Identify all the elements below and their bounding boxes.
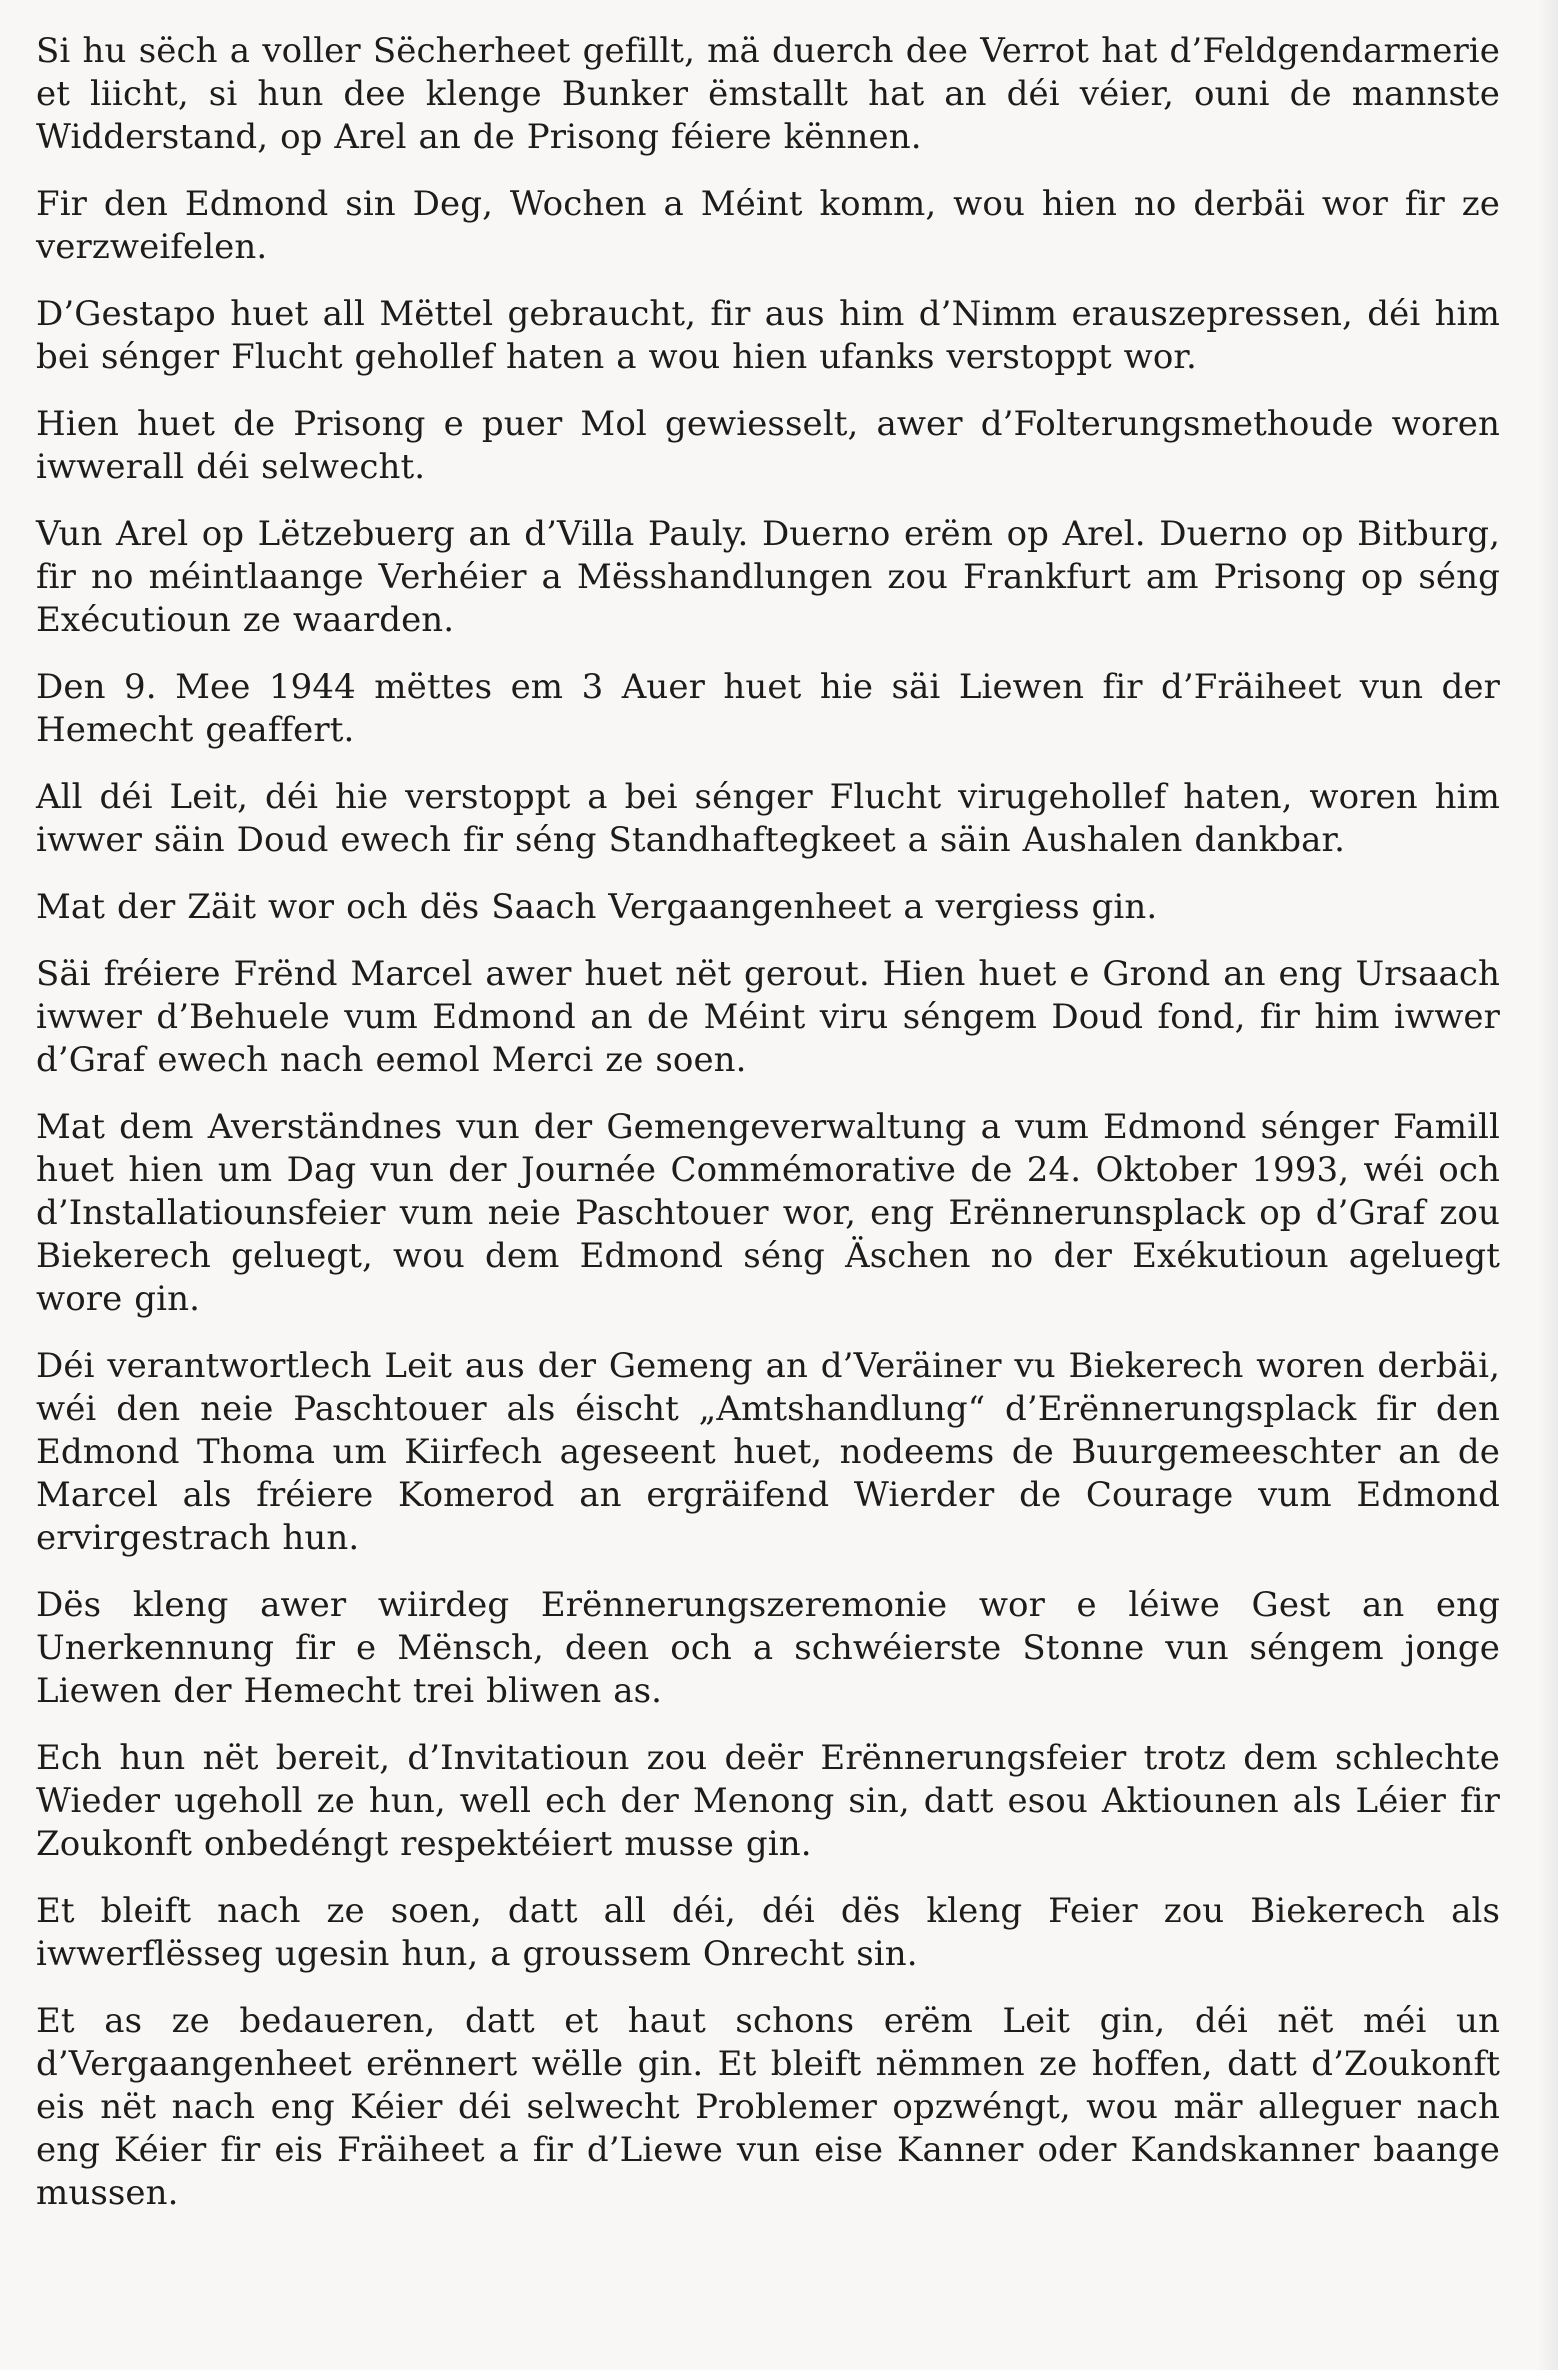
- paragraph-6: Den 9. Mee 1944 mëttes em 3 Auer huet hie säi Liewen fir d’Fräiheet vun der Hemecht geaffert.: [36, 667, 1500, 750]
- paragraph-4: Hien huet de Prisong e puer Mol gewiesselt, awer d’Folterungsmethoude woren iwwerall déi selwecht.: [36, 404, 1500, 487]
- page-edge-shadow: [1538, 0, 1558, 2370]
- paragraph-7: All déi Leit, déi hie verstoppt a bei sénger Flucht virugehollef haten, woren him iwwer säin Doud ewech fir séng Standhaftegkeet a säin Aushalen dankbar.: [36, 777, 1500, 860]
- paragraph-15: Et as ze bedaueren, datt et haut schons erëm Leit gin, déi nët méi un d’Vergaangenheet erënnert wëlle gin. Et bleift nëmmen ze hoffen, datt d’Zoukonft eis nët nach eng Kéier déi selwecht Problemer opzwéngt, wou mär alleguer nach eng Kéier fir eis Fräiheet a fir d’Liewe vun eise Kanner oder Kandskanner baange mussen.: [36, 2001, 1500, 2213]
- paragraph-14: Et bleift nach ze soen, datt all déi, déi dës kleng Feier zou Biekerech als iwwerflësseg ugesin hun, a groussem Onrecht sin.: [36, 1891, 1500, 1974]
- paragraph-12: Dës kleng awer wiirdeg Erënnerungszeremonie wor e léiwe Gest an eng Unerkennung fir e Mënsch, deen och a schwéierste Stonne vun séngem jonge Liewen der Hemecht trei bliwen as.: [36, 1585, 1500, 1711]
- paragraph-9: Säi fréiere Frënd Marcel awer huet nët gerout. Hien huet e Grond an eng Ursaach iwwer d’Behuele vum Edmond an de Méint viru séngem Doud fond, fir him iwwer d’Graf ewech nach eemol Merci ze soen.: [36, 954, 1500, 1080]
- paragraph-13: Ech hun nët bereit, d’Invitatioun zou deër Erënnerungsfeier trotz dem schlechte Wieder ugeholl ze hun, well ech der Menong sin, datt esou Aktiounen als Léier fir Zoukonft onbedéngt respektéiert musse gin.: [36, 1738, 1500, 1864]
- paragraph-10: Mat dem Averständnes vun der Gemengeverwaltung a vum Edmond sénger Famill huet hien um Dag vun der Journée Commémorative de 24. Oktober 1993, wéi och d’Installatiounsfeier vum neie Paschtouer wor, eng Erënnerunsplack op d’Graf zou Biekerech geluegt, wou dem Edmond séng Äschen no der Exékutioun ageluegt wore gin.: [36, 1107, 1500, 1319]
- paragraph-8: Mat der Zäit wor och dës Saach Vergaangenheet a vergiess gin.: [36, 887, 1158, 927]
- paragraph-2: Fir den Edmond sin Deg, Wochen a Méint komm, wou hien no derbäi wor fir ze verzweifelen.: [36, 184, 1500, 267]
- paragraph-1: Si hu sëch a voller Sëcherheet gefillt, mä duerch dee Verrot hat d’Feldgendarmerie et liicht, si hun dee klenge Bunker ëmstallt hat an déi véier, ouni de mannste Widderstand, op Arel an de Prisong féiere kënnen.: [36, 31, 1500, 157]
- paragraph-11: Déi verantwortlech Leit aus der Gemeng an d’Veräiner vu Biekerech woren derbäi, wéi den neie Paschtouer als éischt „Amtshandlung“ d’Erënnerungsplack fir den Edmond Thoma um Kiirfech ageseent huet, nodeems de Buurgemeeschter an de Marcel als fréiere Komerod an ergräifend Wierder de Courage vum Edmond ervirgestrach hun.: [36, 1346, 1500, 1558]
- paragraph-5: Vun Arel op Lëtzebuerg an d’Villa Pauly. Duerno erëm op Arel. Duerno op Bitburg, fir no méintlaange Verhéier a Mësshandlungen zou Frankfurt am Prisong op séng Exécutioun ze waarden.: [36, 514, 1500, 640]
- paragraph-3: D’Gestapo huet all Mëttel gebraucht, fir aus him d’Nimm erauszepressen, déi him bei sénger Flucht gehollef haten a wou hien ufanks verstoppt wor.: [36, 294, 1500, 377]
